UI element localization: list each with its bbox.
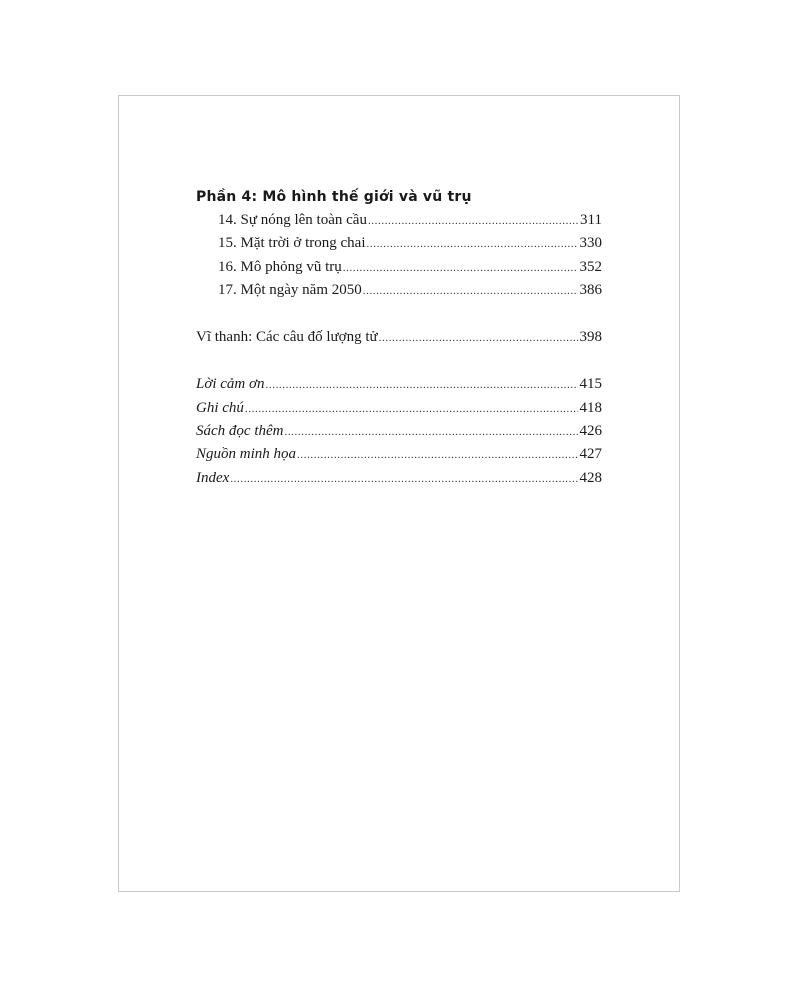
toc-entry-further-reading[interactable] bbox=[196, 420, 602, 443]
toc-entry-title: Index bbox=[196, 469, 230, 486]
dot-leader bbox=[363, 280, 578, 303]
document-page bbox=[118, 95, 680, 892]
toc-entry-page: 311 bbox=[580, 212, 602, 228]
toc-entry-chapter-15[interactable] bbox=[196, 232, 602, 255]
toc-entry-acknowledgements[interactable] bbox=[196, 373, 602, 396]
toc-entry-page: 330 bbox=[579, 235, 602, 252]
toc-entry-title: 16. Mô phỏng vũ trụ bbox=[218, 258, 342, 275]
toc-entry-page: 398 bbox=[579, 329, 602, 346]
toc-entry-notes[interactable] bbox=[196, 397, 602, 420]
dot-leader bbox=[379, 327, 578, 350]
dot-leader bbox=[230, 468, 577, 491]
toc-entry-page: 418 bbox=[579, 399, 602, 416]
toc-entry-title: Ghi chú bbox=[196, 399, 244, 416]
toc-entry-page: 427 bbox=[579, 446, 602, 463]
toc-entry-page: 415 bbox=[579, 376, 602, 393]
dot-leader bbox=[343, 257, 578, 280]
table-of-contents bbox=[196, 186, 602, 490]
toc-entry-epilogue[interactable] bbox=[196, 326, 602, 349]
toc-entry-title: 17. Một ngày năm 2050 bbox=[218, 281, 362, 298]
dot-leader bbox=[367, 233, 578, 256]
toc-entry-page: 352 bbox=[579, 258, 602, 275]
toc-entry-page: 386 bbox=[579, 281, 602, 298]
dot-leader bbox=[245, 398, 578, 421]
dot-leader bbox=[266, 374, 578, 397]
dot-leader bbox=[297, 444, 577, 467]
toc-entry-title: Nguồn minh họa bbox=[196, 446, 297, 463]
toc-entry-title: 15. Mặt trời ở trong chai bbox=[218, 235, 366, 252]
toc-entry-illustration-credits[interactable] bbox=[196, 443, 602, 466]
toc-entry-page: 428 bbox=[579, 469, 602, 486]
toc-entry-chapter-17[interactable] bbox=[196, 279, 602, 302]
dot-leader bbox=[368, 210, 578, 233]
spacer bbox=[196, 302, 602, 326]
toc-entry-page: 426 bbox=[579, 423, 602, 440]
toc-entry-title: Lời cảm ơn bbox=[196, 376, 265, 393]
spacer bbox=[196, 349, 602, 373]
toc-entry-index[interactable] bbox=[196, 467, 602, 490]
toc-entry-title: Vĩ thanh: Các câu đố lượng tử bbox=[196, 329, 378, 346]
toc-entry-chapter-14[interactable] bbox=[196, 209, 602, 232]
toc-entry-title: 14. Sự nóng lên toàn cầu bbox=[218, 212, 367, 228]
toc-entry-chapter-16[interactable] bbox=[196, 256, 602, 279]
dot-leader bbox=[284, 421, 577, 444]
part-heading: Phần 4: Mô hình thế giới và vũ trụ bbox=[196, 189, 472, 205]
toc-entry-title: Sách đọc thêm bbox=[196, 423, 284, 440]
